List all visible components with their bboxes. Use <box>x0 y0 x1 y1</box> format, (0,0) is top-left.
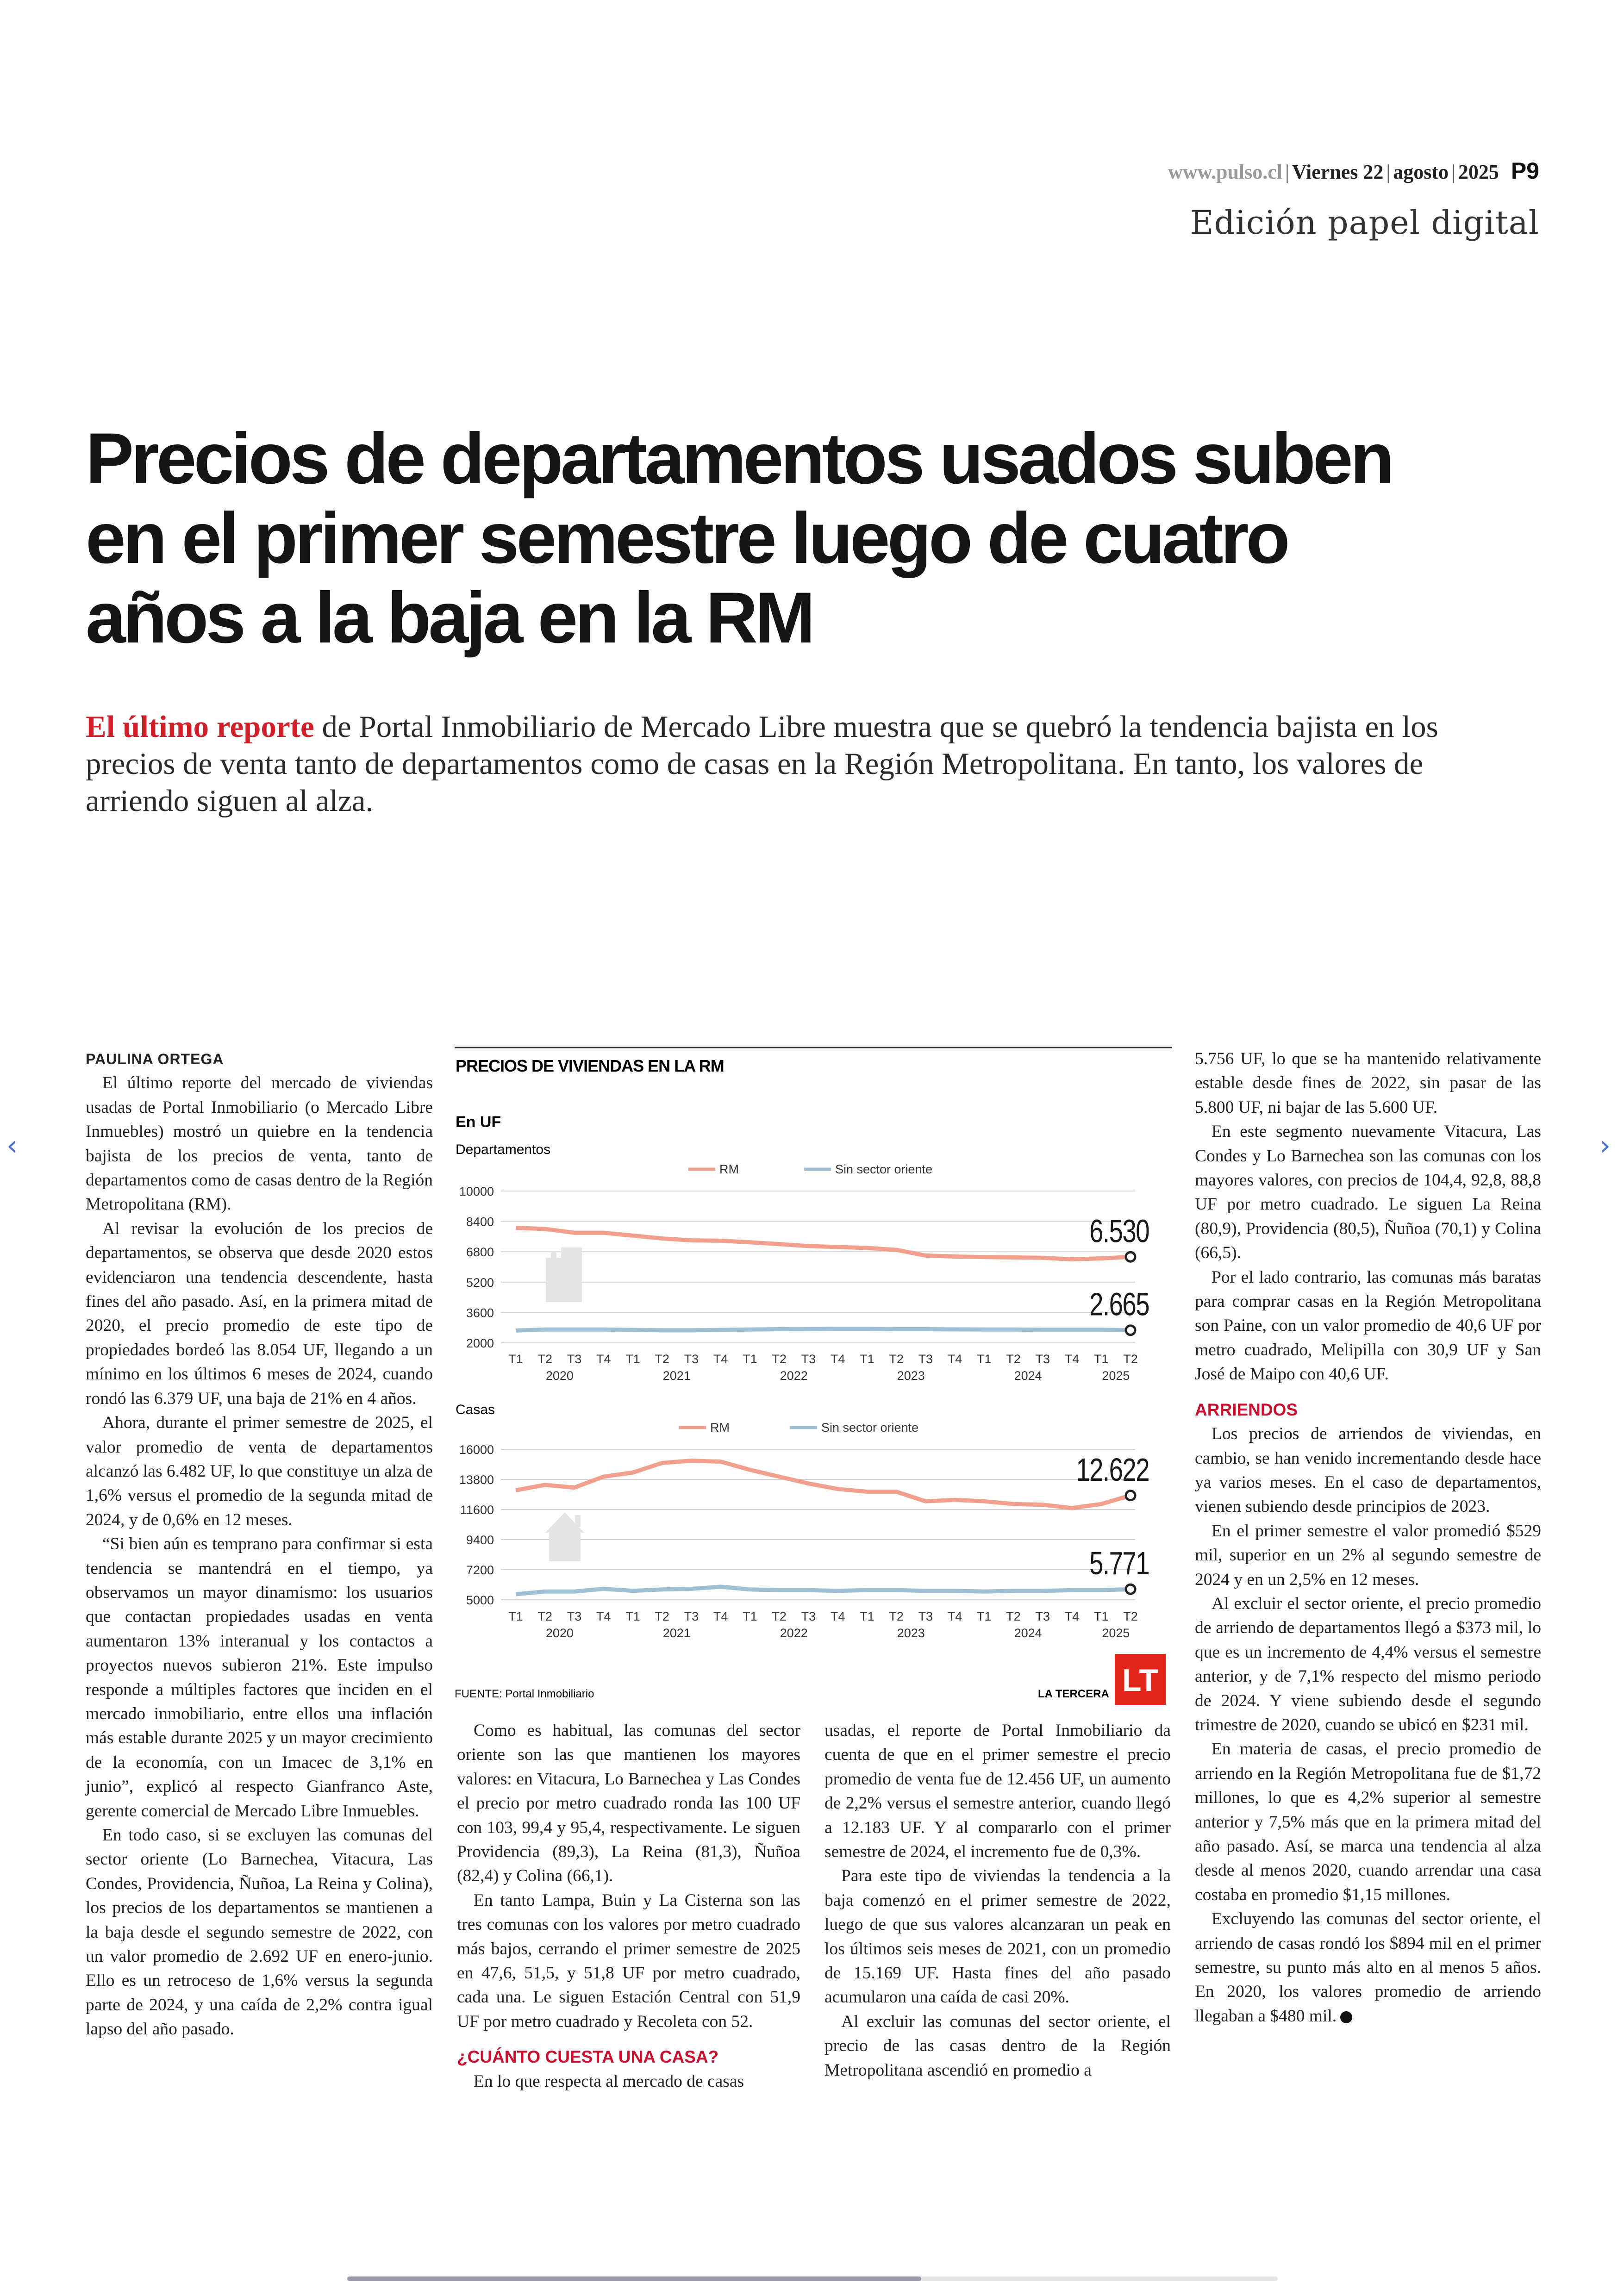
series-endpoint <box>1126 1584 1135 1594</box>
header-month: agosto <box>1393 161 1449 183</box>
x-tick-label: T4 <box>713 1352 728 1366</box>
headline-line-1: Precios de departamentos usados suben <box>86 418 1392 499</box>
column-4 <box>1195 1047 1541 2028</box>
headline-line-3: años a la baja en la RM <box>86 578 812 658</box>
y-tick-label: 13800 <box>459 1473 494 1487</box>
year-label: 2022 <box>780 1626 808 1640</box>
x-tick-label: T1 <box>743 1352 757 1366</box>
paragraph: En todo caso, si se excluyen las comunas del sector oriente (Lo Barnechea, Vitacura, Las Condes, Providencia, Ñuñoa, La Reina y Colina), los precios de los departamentos se mantienen a la baja desde el segundo semestre de 2022, con un valor promedio de 2.692 UF en enero-junio. Ello es un retroceso de 1,6% versus la segunda parte de 2024, y una caída de 2,2% contra igual lapso del año pasado. <box>86 1826 433 2039</box>
year-label: 2024 <box>1014 1626 1042 1640</box>
x-tick-label: T2 <box>537 1352 552 1366</box>
column-1 <box>86 1047 433 2042</box>
year-label: 2025 <box>1102 1369 1130 1383</box>
end-value-label: 5.771 <box>1089 1545 1149 1582</box>
x-tick-label: T1 <box>1094 1352 1109 1366</box>
paragraph-text: Excluyendo las comunas del sector oriente, el arriendo de casas rondó los $894 mil en el primer semestre, su punto más alto en al menos 5 años. En 2020, los valores promedio de arriendo llegaban a $480 mil. <box>1195 1909 1541 2026</box>
paragraph: Al excluir el sector oriente, el precio promedio de arriendo de departamentos llegó a $373 mil, lo que es un incremento de 4,4% versus el semestre anterior, y de 7,1% respecto del mismo periodo de 2024. Y viene subiendo desde el segundo trimestre de 2020, cuando se ubicó en $231 mil. <box>1195 1594 1541 1734</box>
year-label: 2020 <box>545 1626 574 1640</box>
paragraph: Los precios de arriendos de viviendas, en cambio, se han venido incrementando desde hace ya varios meses. En el caso de departamentos, vienen subiendo desde principios de 2023. <box>1195 1424 1541 1516</box>
subhead-casa: ¿CUÁNTO CUESTA UNA CASA? <box>457 2047 719 2067</box>
x-tick-label: T3 <box>567 1609 582 1623</box>
x-tick-label: T2 <box>772 1609 787 1623</box>
end-value-label: 2.665 <box>1089 1286 1149 1323</box>
paragraph: En lo que respecta al mercado de casas <box>474 2071 744 2091</box>
y-tick-label: 5200 <box>466 1275 494 1290</box>
chart-publisher: LA TERCERA <box>1038 1688 1109 1700</box>
x-tick-label: T2 <box>772 1352 787 1366</box>
y-tick-label: 2000 <box>466 1336 494 1350</box>
price-chart <box>455 1044 1172 1715</box>
headline-line-2: en el primer semestre luego de cuatro <box>86 498 1287 579</box>
series-endpoint <box>1126 1491 1135 1500</box>
x-tick-label: T4 <box>596 1609 611 1623</box>
x-tick-label: T3 <box>684 1352 699 1366</box>
x-tick-label: T4 <box>1064 1609 1080 1623</box>
x-tick-label: T1 <box>508 1609 523 1623</box>
paragraph: usadas, el reporte de Portal Inmobiliario da cuenta de que en el primer semestre el precio promedio de venta fue de 12.456 UF, un aumento de 2,2% versus el semestre anterior, cuando llegó a 12.183 UF. Y al compararlo con el primer semestre de 2024, el incremento fue de 0,3%. <box>824 1721 1171 1862</box>
y-tick-label: 5000 <box>466 1593 494 1607</box>
x-tick-label: T2 <box>1006 1352 1021 1366</box>
x-tick-label: T1 <box>977 1609 992 1623</box>
x-tick-label: T4 <box>947 1352 962 1366</box>
year-label: 2025 <box>1102 1626 1130 1640</box>
paragraph: “Si bien aún es temprano para confirmar si esta tendencia se mantendrá en el tiempo, ya observamos un mayor dinamismo: los usuarios que contactan propiedades usadas en venta aumentaron 13% interanual y los contactos a proyectos nuevos subieron 21%. Este impulso responde a múltiples factores que inciden en el mercado inmobiliario, entre ellos una inflación más estable durante 2025 y un mayor crecimiento de la economía, con un Imacec de 3,1% en junio”, explicó al respecto Gianfranco Aste, gerente comercial de Mercado Libre Inmuebles. <box>86 1534 433 1821</box>
year-label: 2023 <box>897 1626 925 1640</box>
x-tick-label: T4 <box>713 1609 728 1623</box>
x-tick-label: T2 <box>655 1609 669 1623</box>
header-year: 2025 <box>1458 161 1499 183</box>
paragraph: En este segmento nuevamente Vitacura, Las Condes y Lo Barnechea son las comunas con los mayores valores, con precios de 104,4, 92,8, 88,8 UF por metro cuadrado. Le siguen La Reina (80,9), Providencia (80,5), Ñuñoa (70,1) y Colina (66,5). <box>1195 1122 1541 1263</box>
paragraph: Para este tipo de viviendas la tendencia a la baja comenzó en el primer semestre de 2022, luego de que sus valores alcanzaran un peak en los últimos seis meses de 2021, con un promedio de 15.169 UF. Hasta fines del año pasado acumularon una caída de casi 20%. <box>824 1866 1171 2007</box>
deck <box>86 708 1474 819</box>
x-tick-label: T3 <box>801 1352 816 1366</box>
year-label: 2024 <box>1014 1369 1042 1383</box>
y-tick-label: 10000 <box>459 1185 494 1198</box>
house-icon <box>545 1512 584 1561</box>
lt-logo-text: LT <box>1122 1663 1159 1698</box>
paragraph: Ahora, durante el primer semestre de 2025, el valor promedio de venta de departamentos alcanzó las 6.482 UF, lo que constituye un alza de 1,6% versus el promedio de la segunda mitad de 2024, y de 0,6% en 12 meses. <box>86 1413 433 1529</box>
lt-logo <box>1115 1654 1166 1705</box>
x-tick-label: T3 <box>918 1609 933 1623</box>
end-value-label: 12.622 <box>1076 1452 1149 1488</box>
x-tick-label: T1 <box>860 1609 874 1623</box>
x-tick-label: T2 <box>1006 1609 1021 1623</box>
series-line <box>516 1228 1131 1260</box>
paragraph: 5.756 UF, lo que se ha mantenido relativamente estable desde fines de 2022, sin pasar de las 5.800 UF, ni bajar de las 5.600 UF. <box>1195 1049 1541 1117</box>
y-tick-label: 9400 <box>466 1533 494 1547</box>
year-label: 2022 <box>780 1369 808 1383</box>
chart-title: PRECIOS DE VIVIENDAS EN LA RM <box>456 1056 724 1075</box>
site-url[interactable]: www.pulso.cl <box>1168 161 1283 183</box>
y-tick-label: 7200 <box>466 1563 494 1577</box>
x-tick-label: T3 <box>918 1352 933 1366</box>
headline <box>86 419 1498 658</box>
legend-label: Sin sector oriente <box>835 1162 933 1176</box>
paragraph: El último reporte del mercado de viviendas usadas de Portal Inmobiliario (o Mercado Libre Inmuebles) mostró un quiebre en la tendencia bajista de los precios de venta, tanto de departamentos como de casas dentro de la Región Metropolitana (RM). <box>86 1073 433 1214</box>
paragraph: Como es habitual, las comunas del sector oriente son las que mantienen los mayores valores: en Vitacura, Lo Barnechea y Las Condes el precio por metro cuadrado ronda las 100 UF con 103, 99,4 y 95,4, respectivamente. Le siguen Providencia (89,3), La Reina (81,3), Ñuñoa (82,4) y Colina (66,1). <box>457 1721 800 1886</box>
y-tick-label: 6800 <box>466 1245 494 1260</box>
end-value-label: 6.530 <box>1089 1213 1149 1249</box>
x-tick-label: T3 <box>567 1352 582 1366</box>
x-tick-label: T1 <box>625 1609 640 1623</box>
deck-lead: El último reporte <box>86 710 314 744</box>
x-tick-label: T2 <box>889 1609 904 1623</box>
end-mark-icon <box>1340 2011 1352 2023</box>
series-line <box>516 1587 1131 1594</box>
x-tick-label: T1 <box>743 1609 757 1623</box>
x-tick-label: T4 <box>830 1609 845 1623</box>
paragraph: En el primer semestre el valor promedió $529 mil, superior en un 2% al segundo semestre de 2024 y en un 2,5% en 12 meses. <box>1195 1521 1541 1589</box>
x-tick-label: T1 <box>625 1352 640 1366</box>
paragraph <box>1195 1907 1541 2028</box>
y-tick-label: 11600 <box>460 1503 494 1517</box>
column-3 <box>824 1719 1171 2083</box>
page-number: P9 <box>1511 158 1539 184</box>
legend-label: RM <box>710 1421 730 1434</box>
year-label: 2021 <box>662 1369 691 1383</box>
x-tick-label: T1 <box>1094 1609 1109 1623</box>
series-endpoint <box>1126 1252 1135 1261</box>
year-label: 2021 <box>662 1626 691 1640</box>
byline: PAULINA ORTEGA <box>86 1051 224 1067</box>
y-tick-label: 16000 <box>459 1443 494 1457</box>
legend-label: Sin sector oriente <box>821 1421 919 1434</box>
x-tick-label: T4 <box>830 1352 845 1366</box>
paragraph: Al excluir las comunas del sector oriente, el precio de las casas dentro de la Región Metropolitana ascendió en promedio a <box>824 2012 1171 2080</box>
paragraph: Al revisar la evolución de los precios de departamentos, se observa que desde 2020 estos evidenciaron una tendencia descendente, hasta fines del año pasado. Así, en la primera mitad de 2020, el precio promedio de este tipo de propiedades bordeó las 8.054 UF, llegando a un mínimo en los últimos 6 meses de 2024, cuando rondó las 6.379 UF, una baja de 21% en 4 años. <box>86 1219 433 1408</box>
series-endpoint <box>1126 1326 1135 1335</box>
x-tick-label: T1 <box>508 1352 523 1366</box>
x-tick-label: T4 <box>1064 1352 1080 1366</box>
x-tick-label: T2 <box>655 1352 669 1366</box>
paragraph: En materia de casas, el precio promedio de arriendo en la Región Metropolitana fue de $1,72 millones, lo que es 4,2% superior al semestre anterior y 7,5% más que en la primera mitad del año pasado. Así, se marca una tendencia al alza desde al menos 2020, cuando arrendar una casa costaba en promedio $1,15 millones. <box>1195 1740 1541 1904</box>
chart-unit: En UF <box>456 1113 501 1131</box>
x-tick-label: T3 <box>1035 1352 1050 1366</box>
legend-label: RM <box>719 1162 739 1176</box>
series-line <box>516 1461 1131 1508</box>
x-tick-label: T3 <box>684 1609 699 1623</box>
x-tick-label: T4 <box>947 1609 962 1623</box>
panel-title-casas: Casas <box>456 1402 495 1417</box>
paragraph: Por el lado contrario, las comunas más baratas para comprar casas en la Región Metropolitana son Paine, con un valor promedio de 40,6 UF por metro cuadrado, Melipilla con 30,9 UF y San José de Maipo con 40,6 UF. <box>1195 1267 1541 1384</box>
x-tick-label: T2 <box>537 1609 552 1623</box>
next-page-button[interactable]: › <box>1599 1129 1611 1162</box>
scrollbar-thumb[interactable] <box>347 2276 921 2281</box>
chart-source: FUENTE: Portal Inmobiliario <box>455 1688 594 1700</box>
x-tick-label: T4 <box>596 1352 611 1366</box>
y-tick-label: 3600 <box>466 1306 494 1320</box>
x-tick-label: T2 <box>889 1352 904 1366</box>
panel-title-departamentos: Departamentos <box>456 1142 551 1157</box>
x-tick-label: T2 <box>1123 1609 1138 1623</box>
year-label: 2020 <box>545 1369 574 1383</box>
x-tick-label: T1 <box>977 1352 992 1366</box>
x-tick-label: T3 <box>801 1609 816 1623</box>
building-icon <box>546 1247 582 1302</box>
column-2 <box>457 1719 800 2094</box>
chart-svg <box>455 1044 1172 1715</box>
edition-label: Edición papel digital <box>1190 204 1539 242</box>
year-label: 2023 <box>897 1369 925 1383</box>
prev-page-button[interactable]: ‹ <box>6 1129 18 1162</box>
page-header: www.pulso.cl | Viernes 22 | agosto | 2025 P9 <box>1168 158 1539 184</box>
y-tick-label: 8400 <box>466 1215 494 1229</box>
x-tick-label: T3 <box>1035 1609 1050 1623</box>
x-tick-label: T1 <box>860 1352 874 1366</box>
series-line <box>516 1329 1131 1331</box>
deck-text: de Portal Inmobiliario de Mercado Libre muestra que se quebró la tendencia bajista en los precios de venta tanto de departamentos como de casas en la Región Metropolitana. En tanto, los valores de arriendo siguen al alza. <box>86 710 1438 818</box>
x-tick-label: T2 <box>1123 1352 1138 1366</box>
subhead-arriendos: ARRIENDOS <box>1195 1400 1298 1419</box>
header-day: Viernes 22 <box>1292 161 1384 183</box>
paragraph: En tanto Lampa, Buin y La Cisterna son las tres comunas con los valores por metro cuadrado más bajos, cerrando el primer semestre de 2025 en 47,6, 51,5, y 51,8 UF por metro cuadrado, cada una. Le siguen Estación Central con 51,9 UF por metro cuadrado y Recoleta con 52. <box>457 1890 800 2031</box>
